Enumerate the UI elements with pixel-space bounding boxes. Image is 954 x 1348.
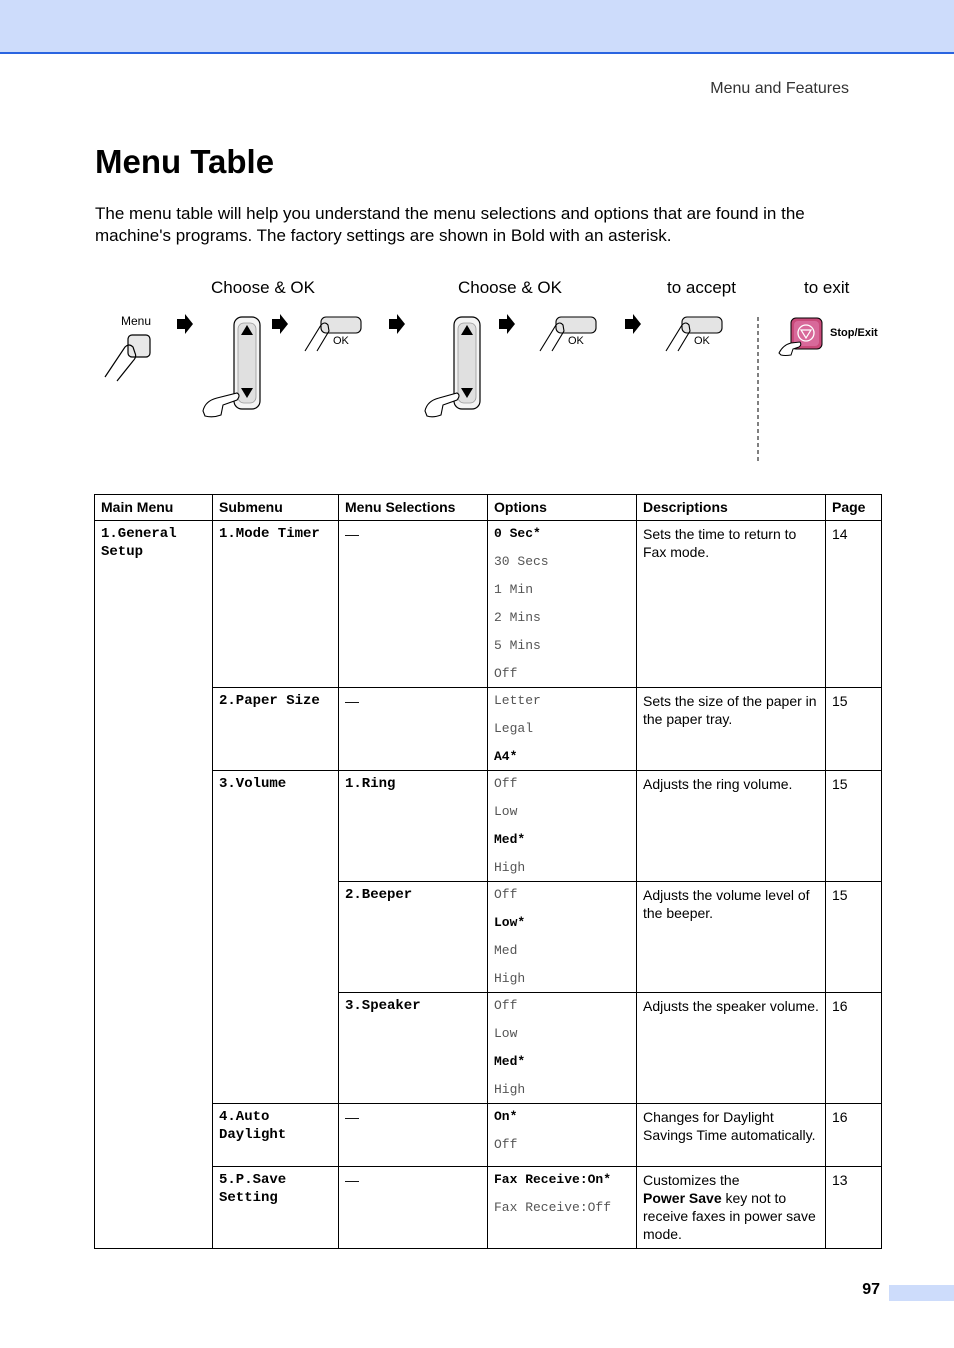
table-row (95, 1104, 882, 1167)
description-cell (637, 1167, 826, 1249)
step-label-exit: to exit (804, 278, 850, 297)
up-down-key-icon (203, 317, 260, 417)
column-header: Page (826, 495, 882, 521)
table-header-row (95, 495, 882, 521)
page-cell: 14 (826, 521, 882, 688)
option: 5 Mins (494, 638, 541, 653)
option-default: 0 Sec* (494, 526, 541, 541)
table-row (95, 521, 882, 688)
selection-cell: — (339, 521, 488, 688)
ok-key-label: OK (333, 335, 349, 347)
selection-cell: — (339, 688, 488, 771)
page-cell: 16 (826, 1104, 882, 1167)
step-label-choose-ok-1: Choose & OK (211, 278, 315, 297)
options-cell (488, 1167, 637, 1249)
column-header: Options (488, 495, 637, 521)
option: Low (494, 804, 518, 819)
description-cell: Adjusts the volume level of the beeper. (637, 882, 826, 993)
options-cell (488, 882, 637, 993)
column-header: Descriptions (637, 495, 826, 521)
selection-cell: 1.Ring (339, 771, 488, 882)
option-default: Fax Receive:On* (494, 1172, 612, 1187)
option-default: A4* (494, 749, 518, 764)
page-cell: 13 (826, 1167, 882, 1249)
column-header: Submenu (213, 495, 339, 521)
options-cell (488, 688, 637, 771)
table-row (95, 1167, 882, 1249)
footer-band (889, 1285, 954, 1301)
option: Off (494, 1137, 518, 1152)
page-cell: 15 (826, 688, 882, 771)
option: Off (494, 887, 518, 902)
options-cell (488, 993, 637, 1104)
option: High (494, 1082, 526, 1097)
page-number: 97 (862, 1281, 880, 1298)
option: Fax Receive:Off (494, 1200, 612, 1215)
chapter-title: Menu and Features (710, 80, 849, 97)
options-cell (488, 771, 637, 882)
option: 30 Secs (494, 554, 549, 569)
page-cell: 15 (826, 882, 882, 993)
description-cell: Adjusts the ring volume. (637, 771, 826, 882)
arrow-icon (177, 314, 193, 334)
table-row (95, 771, 882, 882)
option-default: Low* (494, 915, 526, 930)
option: 2 Mins (494, 610, 541, 625)
menu-key-label: Menu (121, 314, 152, 328)
selection-cell: 3.Speaker (339, 993, 488, 1104)
selection-cell: — (339, 1104, 488, 1167)
submenu-cell: 4.Auto Daylight (213, 1104, 339, 1167)
option: Off (494, 666, 518, 681)
power-save-key-name: Power Save (643, 1190, 722, 1206)
menu-key-icon (105, 335, 150, 381)
column-header: Main Menu (95, 495, 213, 521)
submenu-cell: 2.Paper Size (213, 688, 339, 771)
description-cell: Sets the time to return to Fax mode. (637, 521, 826, 688)
main-menu-cell: 1.General Setup (95, 521, 213, 1249)
option: Med (494, 943, 518, 958)
column-header: Menu Selections (339, 495, 488, 521)
option: Low (494, 1026, 518, 1041)
menu-table (94, 494, 882, 1249)
arrow-icon (389, 314, 405, 334)
option: High (494, 860, 526, 875)
option-default: On* (494, 1109, 518, 1124)
option-default: Med* (494, 832, 526, 847)
submenu-cell: 5.P.Save Setting (213, 1167, 339, 1249)
option: 1 Min (494, 582, 534, 597)
options-cell (488, 521, 637, 688)
option: Letter (494, 693, 541, 708)
description-text: key not to receive faxes in power save mode. (643, 1190, 816, 1242)
step-label-choose-ok-2: Choose & OK (458, 278, 562, 297)
description-cell: Adjusts the speaker volume. (637, 993, 826, 1104)
up-down-key-icon (425, 317, 480, 417)
arrow-icon (272, 314, 288, 334)
option: Off (494, 998, 518, 1013)
stop-exit-key-icon (779, 318, 822, 356)
options-cell (488, 1104, 637, 1167)
page-title: Menu Table (95, 143, 275, 180)
option: Legal (494, 721, 534, 736)
arrow-icon (625, 314, 641, 334)
ok-key-label: OK (568, 335, 584, 347)
intro-paragraph: The menu table will help you understand the menu selections and options that are found in the machine's programs. The factory settings are shown in Bold with an asterisk. (95, 204, 805, 245)
option: High (494, 971, 526, 986)
selection-cell: 2.Beeper (339, 882, 488, 993)
description-cell: Changes for Daylight Savings Time automatically. (637, 1104, 826, 1167)
description-text: Customizes the (643, 1172, 740, 1188)
table-row (95, 688, 882, 771)
arrow-icon (499, 314, 515, 334)
menu-navigation-diagram (95, 305, 895, 470)
stop-exit-key-label: Stop/Exit (830, 327, 878, 339)
submenu-cell: 3.Volume (213, 771, 339, 1104)
description-cell: Sets the size of the paper in the paper tray. (637, 688, 826, 771)
page-cell: 16 (826, 993, 882, 1104)
header-band (0, 0, 954, 54)
selection-cell: — (339, 1167, 488, 1249)
submenu-cell: 1.Mode Timer (213, 521, 339, 688)
ok-key-label: OK (694, 335, 710, 347)
page-cell: 15 (826, 771, 882, 882)
option-default: Med* (494, 1054, 526, 1069)
step-label-accept: to accept (667, 278, 736, 297)
option: Off (494, 776, 518, 791)
